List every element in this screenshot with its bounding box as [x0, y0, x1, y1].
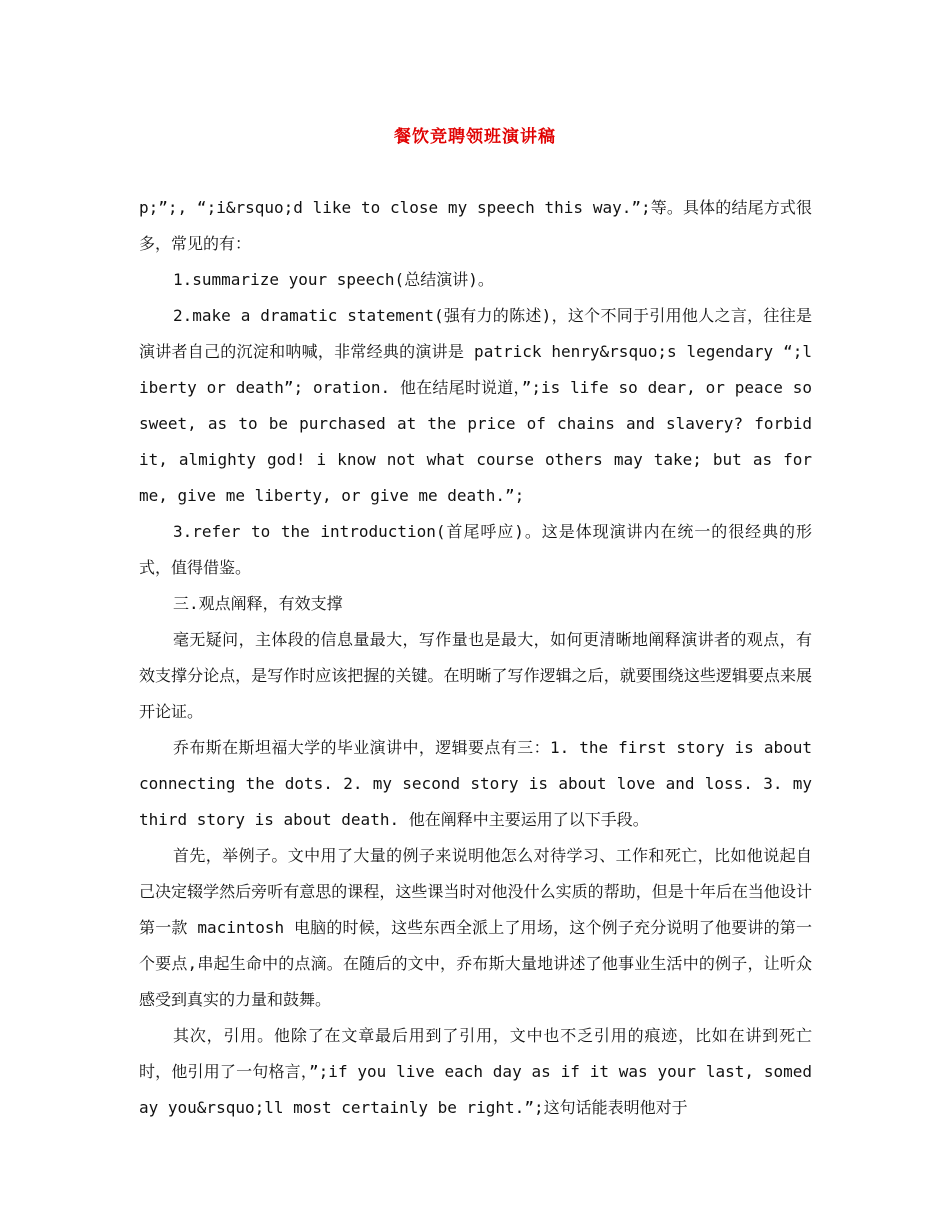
- section-heading: 三.观点阐释，有效支撑: [173, 594, 343, 613]
- paragraph: 乔布斯在斯坦福大学的毕业演讲中，逻辑要点有三：1. the first story is about connecting the dots. 2. my second story is about love and loss. 3. my third story is about death. 他在阐释中主要运用了以下手段。: [139, 738, 812, 829]
- paragraph: p;”;, “;i&rsquo;d like to close my speech this way.”;等。具体的结尾方式很多，常见的有：: [139, 198, 812, 253]
- paragraph: 首先，举例子。文中用了大量的例子来说明他怎么对待学习、工作和死亡，比如他说起自己决定辍学然后旁听有意思的课程，这些课当时对他没什么实质的帮助，但是十年后在当他设计第一款 macintosh 电脑的时候，这些东西全派上了用场，这个例子充分说明了他要讲的第一个要点,串起生命中的点滴。在随后的文中，乔布斯大量地讲述了他事业生活中的例子，让听众感受到真实的力量和鼓舞。: [139, 846, 812, 1009]
- paragraph: 3.refer to the introduction(首尾呼应)。这是体现演讲内在统一的很经典的形式，值得借鉴。: [139, 522, 812, 577]
- document-body: [139, 190, 812, 1126]
- page-title: 餐饮竞聘领班演讲稿: [394, 127, 556, 147]
- paragraph: 1.summarize your speech(总结演讲)。: [173, 270, 494, 289]
- paragraph: 其次，引用。他除了在文章最后用到了引用，文中也不乏引用的痕迹，比如在讲到死亡时，他引用了一句格言，”;if you live each day as if it was your last, someday you&rsquo;ll most certainly be right.”;这句话能表明他对于: [139, 1026, 812, 1117]
- paragraph: 毫无疑问，主体段的信息量最大，写作量也是最大，如何更清晰地阐释演讲者的观点，有效支撑分论点，是写作时应该把握的关键。在明晰了写作逻辑之后，就要围绕这些逻辑要点来展开论证。: [139, 630, 812, 721]
- paragraph: 2.make a dramatic statement(强有力的陈述)，这个不同于引用他人之言，往往是演讲者自己的沉淀和呐喊，非常经典的演讲是 patrick henry&rsquo;s legendary “;liberty or death”; oration. 他在结尾时说道，”;is life so dear, or peace so sweet, as to be purchased at the price of chains and slavery? forbid it, almighty god! i know not what course others may take; but as for me, give me liberty, or give me death.”;: [139, 306, 812, 505]
